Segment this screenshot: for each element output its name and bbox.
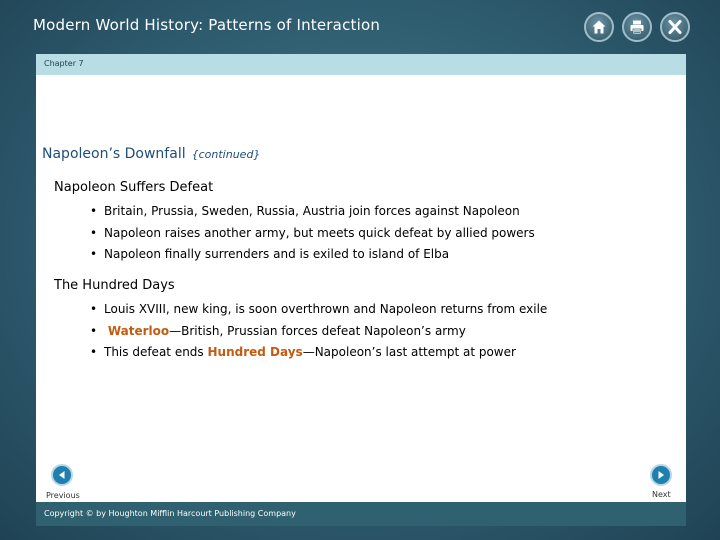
bullet-glyph: •: [90, 302, 98, 316]
previous-label[interactable]: Previous: [46, 491, 80, 500]
bullet-list: [90, 299, 548, 364]
toolbar: [584, 12, 690, 42]
close-button[interactable]: [660, 12, 690, 42]
list-item: [90, 299, 548, 321]
next-button[interactable]: [650, 464, 672, 486]
slide-heading: [42, 146, 260, 162]
bullet-glyph: •: [90, 204, 98, 218]
heading-continued: {continued}: [191, 148, 261, 161]
highlight-term: Waterloo: [107, 323, 170, 338]
section-title: The Hundred Days: [54, 278, 175, 293]
app-title: Modern World History: Patterns of Interaction: [33, 16, 381, 34]
home-button[interactable]: [584, 12, 614, 42]
chapter-bar: [36, 54, 686, 75]
highlight-term: Hundred Days: [207, 345, 303, 359]
print-icon: [629, 19, 645, 35]
bullet-text: This defeat ends: [104, 345, 208, 359]
list-item: [90, 244, 535, 266]
chapter-label: Chapter 7: [44, 59, 84, 68]
bullet-text: Napoleon raises another army, but meets quick defeat by allied powers: [104, 225, 535, 240]
arrow-left-icon: [57, 470, 67, 480]
next-label[interactable]: Next: [652, 490, 671, 499]
list-item: [90, 223, 535, 245]
home-icon: [591, 19, 607, 35]
close-icon: [667, 19, 683, 35]
bullet-glyph: •: [90, 323, 98, 338]
list-item: [90, 321, 547, 343]
bullet-text: Louis XVIII, new king, is soon overthrown and Napoleon returns from exile: [104, 302, 548, 316]
bullet-glyph: •: [90, 225, 98, 240]
section-title: Napoleon Suffers Defeat: [54, 180, 214, 195]
copyright-text: Copyright © by Houghton Mifflin Harcourt Publishing Company: [44, 509, 296, 518]
bullet-glyph: •: [90, 247, 98, 261]
list-item: [90, 342, 547, 364]
slide-content: [36, 75, 686, 502]
bullet-text: Britain, Prussia, Sweden, Russia, Austria join forces against Napoleon: [104, 204, 520, 218]
bullet-glyph: •: [90, 345, 98, 359]
previous-button[interactable]: [51, 464, 73, 486]
bullet-text: —Napoleon’s last attempt at power: [302, 345, 516, 359]
list-item: [90, 201, 535, 223]
print-button[interactable]: [622, 12, 652, 42]
bullet-text: —British, Prussian forces defeat Napoleon’s army: [169, 323, 466, 338]
heading-text: Napoleon’s Downfall: [42, 146, 186, 162]
footer-bar: [36, 502, 686, 526]
bullet-text: Napoleon finally surrenders and is exiled to island of Elba: [104, 247, 450, 261]
bullet-list: [90, 201, 535, 266]
arrow-right-icon: [656, 470, 666, 480]
